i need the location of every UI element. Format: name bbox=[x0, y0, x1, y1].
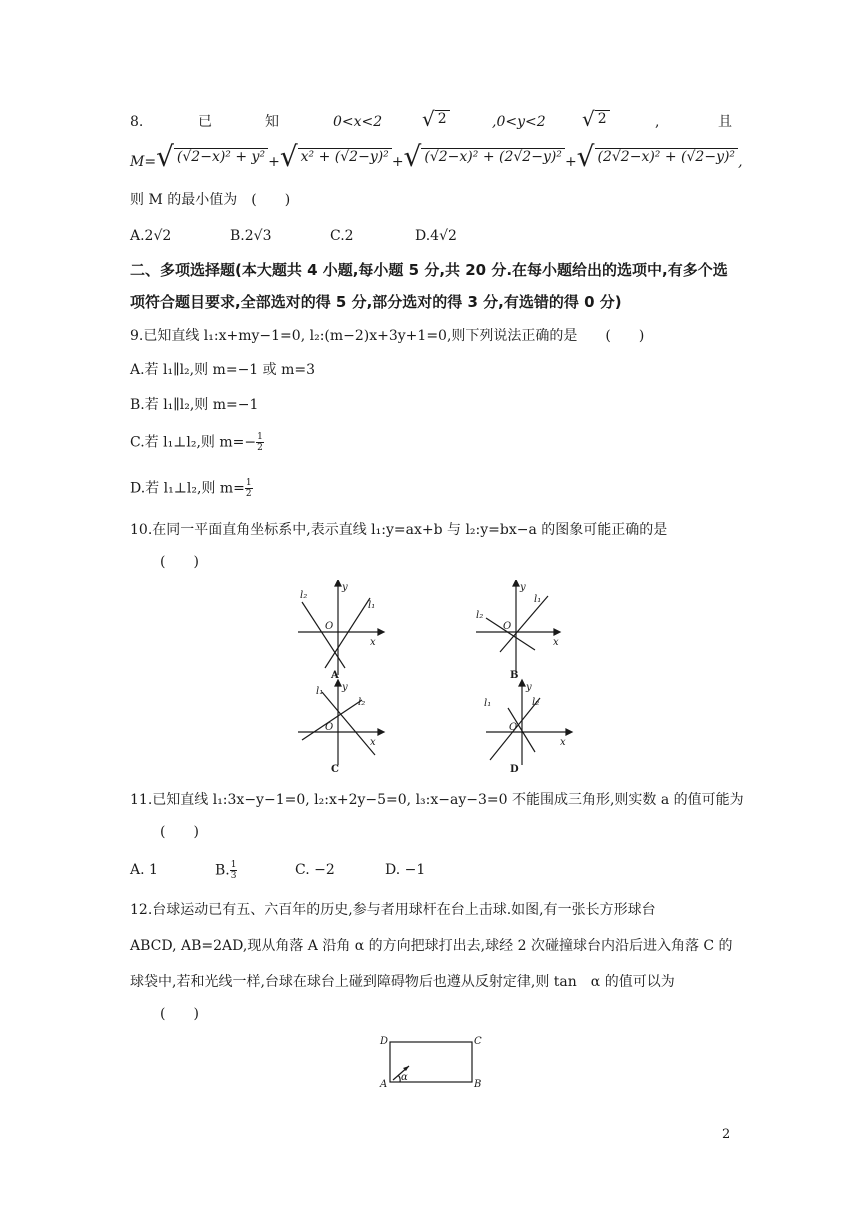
q12-line2: ABCD, AB=2AD,现从角落 A 沿角 α 的方向把球打出去,球经 2 次碰撞球台内沿后进入角落 C 的 bbox=[130, 938, 733, 954]
q11-stem: 11.已知直线 l₁:3x−y−1=0, l₂:x+2y−5=0, l₃:x−ay−3=0 不能围成三角形,则实数 a 的值可能为 bbox=[130, 792, 744, 808]
page-number: 2 bbox=[722, 1127, 731, 1142]
fraction: $\frac{1}{2}$ bbox=[245, 478, 252, 499]
label-l2: l₂ bbox=[300, 590, 308, 601]
q9-option-d bbox=[130, 478, 253, 499]
q8-word: 知 bbox=[265, 114, 279, 130]
q8-m-prefix: M= bbox=[130, 154, 157, 170]
q12-line3: 球袋中,若和光线一样,台球在球台上碰到障碍物后也遵从反射定律,则 tan α 的值可以为 bbox=[130, 974, 675, 990]
label-l2: l₂ bbox=[358, 697, 366, 708]
caption-b: B bbox=[510, 670, 519, 681]
plus-sign: + bbox=[268, 154, 280, 170]
billiard-table-diagram bbox=[0, 1030, 860, 1100]
label-o: O bbox=[325, 621, 334, 632]
corner-c: C bbox=[474, 1036, 482, 1047]
label-o: O bbox=[509, 722, 518, 733]
q9-option-c bbox=[130, 432, 264, 453]
corner-a: A bbox=[380, 1079, 388, 1090]
label-y: y bbox=[526, 682, 532, 693]
q9-stem: 9.已知直线 l₁:x+my−1=0, l₂:(m−2)x+3y+1=0,则下列说法正确的是 ( ) bbox=[130, 328, 645, 344]
label-l1: l₁ bbox=[316, 686, 324, 697]
option-b: B.2√3 bbox=[230, 228, 272, 244]
q8-comma: , bbox=[738, 154, 743, 170]
section-heading: 项符合题目要求,全部选对的得 5 分,部分选对的得 3 分,有选错的得 0 分) bbox=[130, 293, 622, 311]
label-l2: l₂ bbox=[532, 697, 540, 708]
radical: √ (√2−x)² + (2√2−y)² bbox=[404, 148, 565, 166]
q8-sqrt: √ 2 bbox=[582, 110, 610, 128]
q12-line1: 12.台球运动已有五、六百年的历史,参与者用球杆在台上击球.如图,有一张长方形球台 bbox=[130, 902, 656, 918]
label-l2: l₂ bbox=[476, 610, 484, 621]
option-text: C.若 l₁⊥l₂,则 m=− bbox=[130, 434, 257, 451]
q9-option-b: B.若 l₁∥l₂,则 m=−1 bbox=[130, 397, 259, 413]
q10-graphs bbox=[0, 580, 860, 780]
option-a: A.2√2 bbox=[130, 228, 172, 244]
q8-comma: , bbox=[655, 114, 660, 130]
graph-d bbox=[484, 680, 572, 775]
label-x: x bbox=[370, 737, 376, 748]
label-o: O bbox=[325, 722, 334, 733]
option-b: B. $\frac{1}{3}$ bbox=[215, 860, 237, 881]
q12-paren: ( ) bbox=[160, 1006, 199, 1022]
label-y: y bbox=[520, 582, 526, 593]
radical: √ (2√2−x)² + (√2−y)² bbox=[577, 148, 738, 166]
angle-arc bbox=[398, 1075, 400, 1082]
option-a: A. 1 bbox=[130, 862, 158, 878]
option-d: D.4√2 bbox=[415, 228, 457, 244]
q10-stem: 10.在同一平面直角坐标系中,表示直线 l₁:y=ax+b 与 l₂:y=bx−a 的图象可能正确的是 bbox=[130, 522, 668, 538]
q9-option-a: A.若 l₁∥l₂,则 m=−1 或 m=3 bbox=[130, 362, 316, 378]
label-x: x bbox=[560, 737, 566, 748]
q8-number: 8. bbox=[130, 114, 144, 130]
caption-a: A bbox=[331, 670, 339, 681]
q10-paren: ( ) bbox=[160, 554, 199, 570]
corner-d: D bbox=[380, 1036, 389, 1047]
graph-a bbox=[298, 580, 384, 681]
q8-cond-y: ,0<y<2 bbox=[492, 114, 546, 130]
graph-c bbox=[298, 680, 384, 775]
option-c: C. −2 bbox=[295, 862, 335, 878]
label-x: x bbox=[370, 637, 376, 648]
q8-word: 已 bbox=[198, 114, 212, 130]
alpha-label: α bbox=[401, 1072, 408, 1083]
q8-ask: 则 M 的最小值为 ( ) bbox=[130, 192, 291, 208]
option-d: D. −1 bbox=[385, 862, 426, 878]
label-l1: l₁ bbox=[368, 600, 376, 611]
caption-c: C bbox=[331, 764, 339, 775]
label-x: x bbox=[553, 637, 559, 648]
radical: √ (√2−x)² + y² bbox=[156, 148, 268, 166]
graph-b bbox=[476, 580, 560, 681]
q11-paren: ( ) bbox=[160, 824, 199, 840]
plus-sign: + bbox=[391, 154, 404, 170]
fraction: $\frac{1}{2}$ bbox=[257, 432, 263, 453]
label-o: O bbox=[503, 621, 512, 632]
label-l1: l₁ bbox=[484, 698, 492, 709]
option-c: C.2 bbox=[330, 228, 354, 244]
q8-sqrt: √ 2 bbox=[422, 110, 450, 128]
q8-word: 且 bbox=[718, 114, 732, 130]
option-text: D.若 l₁⊥l₂,则 m= bbox=[130, 480, 245, 497]
plus-sign: + bbox=[564, 154, 577, 170]
q8-expression bbox=[130, 140, 743, 173]
section-heading: 二、多项选择题(本大题共 4 小题,每小题 5 分,共 20 分.在每小题给出的选项中,有多个选 bbox=[130, 261, 728, 279]
label-l1: l₁ bbox=[534, 594, 542, 605]
label-y: y bbox=[342, 582, 348, 593]
caption-d: D bbox=[510, 764, 519, 775]
q8-cond-x: 0<x<2 bbox=[333, 114, 383, 130]
label-y: y bbox=[342, 682, 348, 693]
corner-b: B bbox=[474, 1079, 482, 1090]
radical: √ x² + (√2−y)² bbox=[280, 148, 392, 166]
